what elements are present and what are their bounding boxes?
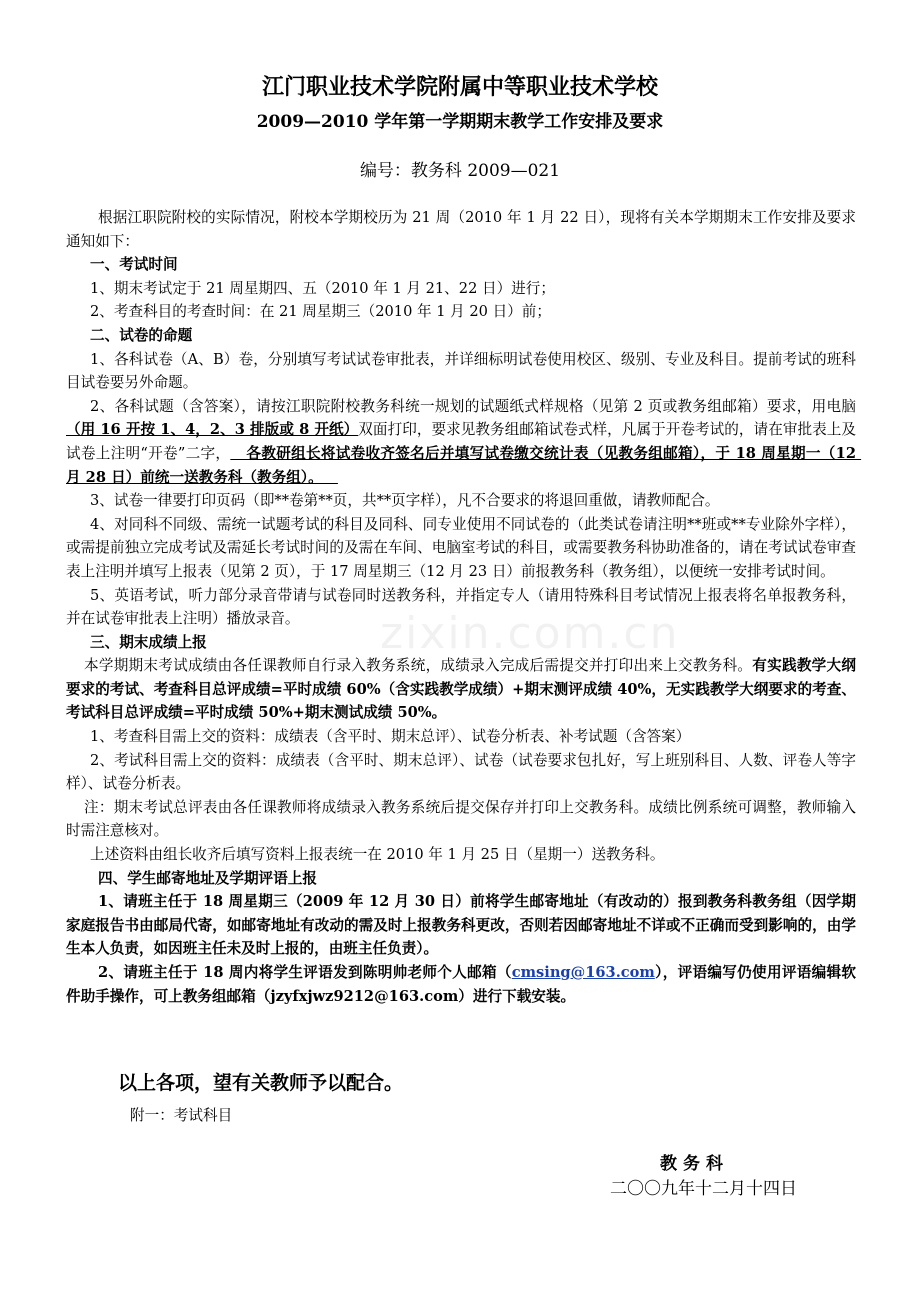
section-3-paragraph	[66, 654, 856, 725]
signature-department: 教务科	[660, 1154, 729, 1174]
document-subtitle: 2009—2010 学年第一学期期末教学工作安排及要求	[256, 112, 664, 132]
section-2-item-2-bold-underlined: 各教研组长将试卷收齐签名后并填写试卷缴交统计表（见教务组邮箱），于 18 周星期一（12 月 28 日）前统一送教务科（教务组）。	[66, 444, 862, 486]
section-3-submission: 上述资料由组长收齐后填写资料上报表统一在 2010 年 1 月 25 日（星期一）送教务科。	[90, 846, 665, 864]
section-2-item-5: 5、英语考试，听力部分录音带请与试卷同时送教务科，并指定专人（请用特殊科目考试情况上报表将名单报教务科，并在试卷审批表上注明）播放录音。	[66, 586, 856, 628]
section-3-item-1: 1、考查科目需上交的资料：成绩表（含平时、期末总评）、试卷分析表、补考试题（含答案）	[90, 728, 691, 746]
section-4-item-1: 1、请班主任于 18 周星期三（2009 年 12 月 30 日）前将学生邮寄地址（有改动的）报到教务科教务组（因学期家庭报告书由邮局代寄，如邮寄地址有改动的需及时上报教务科更改，否则若因邮寄地址不详或不正确而受到影响的，由学生本人负责，如因班主任未及时上报的，由班主任负责）。	[66, 893, 856, 958]
section-1-item-1: 1、期末考试定于 21 周星期四、五（2010 年 1 月 21、22 日）进行；	[90, 279, 555, 297]
intro-paragraph: 根据江职院附校的实际情况，附校本学期校历为 21 周（2010 年 1 月 22 日），现将有关本学期期末工作安排及要求通知如下：	[66, 209, 856, 250]
section-2-item-2-text-a: 2、各科试题（含答案），请按江职院附校教务科统一规划的试题纸式样规格（见第 2 页或教务组邮箱）要求，用电脑	[90, 397, 856, 415]
section-2-item-2-underlined: （用 16 开按 1、4，2、3 排版或 8 开纸）	[66, 421, 359, 439]
watermark: zixin.com.cn	[380, 608, 680, 659]
section-1-item-2: 2、考查科目的考查时间：在 21 周星期三（2010 年 1 月 20 日）前；	[90, 303, 551, 321]
section-2-item-2-text-b: 双面打印，要求见教务组邮箱试卷式样，凡属于开卷考试的，请在审批表上及试卷上注明“开卷”二字，	[66, 421, 856, 462]
section-3-item-2: 2、考试科目需上交的资料：成绩表（含平时、期末总评）、试卷（试卷要求包扎好，写上班别科目、人数、评卷人等字样）、试卷分析表。	[66, 751, 856, 793]
document-body	[66, 206, 862, 1008]
section-3-note: 注：期末考试总评表由各任课教师将成绩录入教务系统后提交保存并打印上交教务科。成绩比例系统可调整，教师输入时需注意核对。	[66, 798, 856, 840]
section-2-item-3: 3、试卷一律要打印页码（即**卷第**页，共**页字样），凡不合要求的将退回重做，请教师配合。	[90, 492, 720, 510]
section-1-heading: 一、考试时间	[90, 256, 178, 274]
signature-date: 二〇〇九年十二月十四日	[610, 1179, 797, 1199]
school-title: 江门职业技术学院附属中等职业技术学校	[261, 74, 658, 100]
section-4-item-2-text-b: ），评语编写仍使用评语编辑软件助手操作，可上教务组邮箱（jzyfxjwz9212@163.com）进行下载安装。	[66, 964, 856, 1005]
section-2-item-4: 4、对同科不同级、需统一试题考试的科目及同科、同专业使用不同试卷的（此类试卷请注明**班或**专业除外字样），或需提前独立完成考试及需延长考试时间的及需在车间、电脑室考试的科目，或需要教务科协助准备的，请在考试试卷审查表上注明并填写上报表（见第 2 页），于 17 周星期三（12 月 23 日）前报教务科（教务组），以便统一安排考试时间。	[66, 515, 856, 580]
section-3-heading: 三、期末成绩上报	[90, 633, 207, 651]
section-3-bold-text: 有实践教学大纲要求的考试、考查科目总评成绩=平时成绩 60%（含实践教学成绩）+期末测评成绩 40%，无实践教学大纲要求的考查、考试科目总评成绩=平时成绩 50%+期末测试成绩 50%。	[66, 657, 856, 722]
section-4-item-2-text-a: 2、请班主任于 18 周内将学生评语发到陈明帅老师个人邮箱（	[98, 964, 512, 981]
email-link[interactable]: cmsing@163.com	[511, 964, 655, 981]
section-4-item-2	[66, 961, 856, 1008]
section-2-item-2	[66, 395, 862, 489]
closing-statement: 以上各项，望有关教师予以配合。	[118, 1072, 404, 1094]
section-4-heading: 四、学生邮寄地址及学期评语上报	[98, 869, 317, 887]
section-2-item-1: 1、各科试卷（A、B）卷，分别填写考试试卷审批表，并详细标明试卷使用校区、级别、专业及科目。提前考试的班科目试卷要另外命题。	[66, 350, 856, 392]
document-number: 编号：教务科 2009—021	[359, 161, 561, 181]
section-2-heading: 二、试卷的命题	[90, 326, 193, 344]
section-3-text: 本学期期末考试成绩由各任课教师自行录入教务系统，成绩录入完成后需提交并打印出来上交教务科。	[84, 657, 753, 675]
attachment-note: 附一：考试科目	[130, 1107, 233, 1124]
